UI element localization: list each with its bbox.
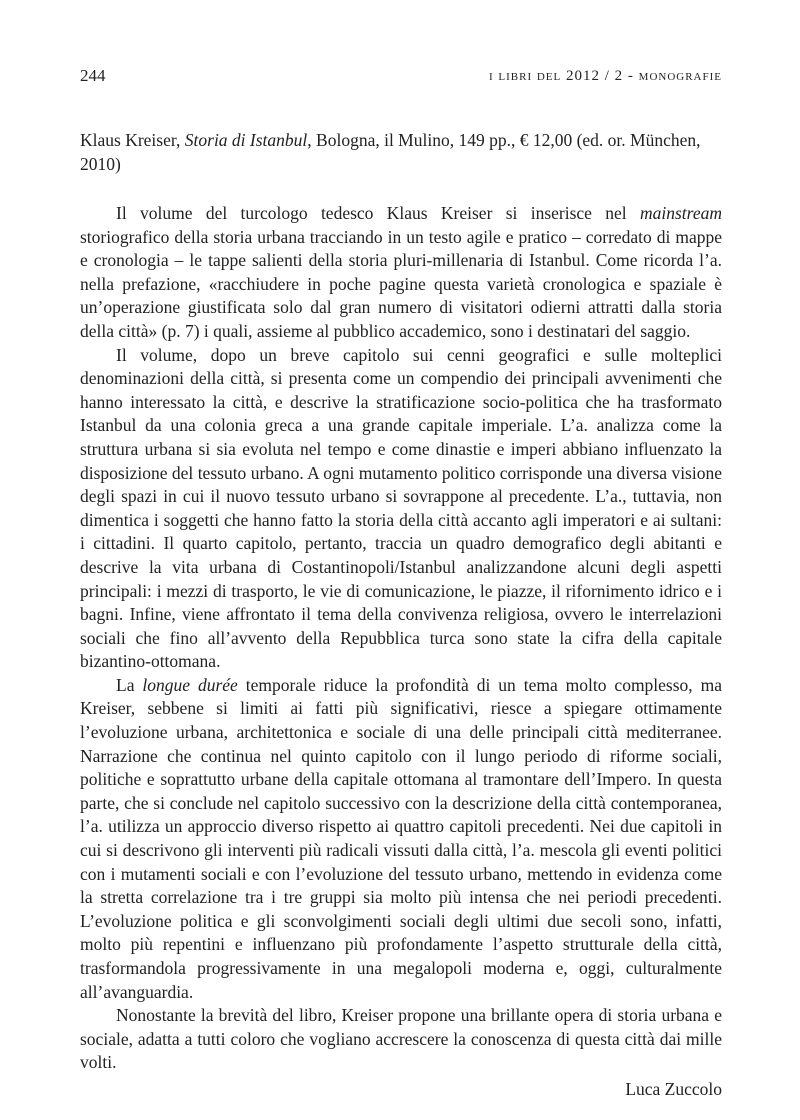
paragraph-1-text-b: storiografico della storia urbana tracciando in un testo agile e pratico – corredato di mappe e cronologia – le tappe salienti della storia pluri-millenaria di Istanbul. Come ricorda l’a. nella prefazione, «racchiudere in poche pagine questa varietà cronologica e spaziale è un’operazione giustificata solo dal gran numero di visitatori odierni attratti dalla storia della città» (p. 7) i quali, assieme al pubblico accademico, sono i destinatari del saggio. [80, 226, 722, 341]
reviewer-signature: Luca Zuccolo [625, 1078, 722, 1099]
paragraph-1 [80, 202, 722, 344]
citation-details: , Bologna, il Mulino, 149 pp., € 12,00 (ed. or. München, 2010) [80, 130, 701, 174]
paragraph-1-italic: mainstream [640, 203, 722, 223]
paragraph-4: Nonostante la brevità del libro, Kreiser propone una brillante opera di storia urbana e sociale, adatta a tutti coloro che vogliano accrescere la conoscenza di questa città dai mille volti. [80, 1005, 722, 1073]
paragraph-3-text-b: temporale riduce la profondità di un tema molto complesso, ma Kreiser, sebbene si limiti ai fatti più significativi, riesce a spiegare ottimamente l’evoluzione urbana, architettonica e sociale di una delle principali città mediterranee. Narrazione che continua nel quinto capitolo con il lungo periodo di riforme sociali, politiche e soprattutto urbane della capitale ottomana al tramontare dell’Impero. In questa parte, che si conclude nel capitolo successivo con la descrizione della città contemporanea, l’a. utilizza un approccio diverso rispetto ai quattro capitoli precedenti. Nei due capitoli in cui si descrivono gli interventi più radicali vissuti dalla città, l’a. mescola gli eventi politici con i mutamenti sociali e con l’evoluzione del tessuto urbano, mettendo in evidenza come la stretta correlazione tra i tre gruppi sia molto più intensa che nei periodi precedenti. L’evoluzione politica e gli sconvolgimenti sociali degli ultimi due secoli sono, infatti, molto più repentini e influenzano più profondamente l’aspetto strutturale della città, trasformandola progressivamente in una megalopoli moderna e, oggi, culturalmente all’avanguardia. [80, 674, 722, 1002]
review-content [80, 128, 722, 1101]
running-head: i libri del 2012 / 2 - monografie [488, 68, 722, 84]
paragraph-3-text-a: La [116, 674, 143, 695]
review-body [80, 202, 722, 1075]
book-citation [80, 128, 722, 176]
paragraph-1-text-a: Il volume del turcologo tedesco Klaus Kreiser si inserisce nel [116, 203, 640, 223]
paragraph-2: Il volume, dopo un breve capitolo sui cenni geografici e sulle molteplici denominazioni della città, si presenta come un compendio dei principali avvenimenti che hanno interessato la città, e descrive la stratificazione socio-politica che ha trasformato Istanbul da una colonia greca a una grande capitale imperiale. L’a. analizza come la struttura urbana si sia evoluta nel tempo e come dinastie e imperi abbiano influenzato la disposizione del tessuto urbano. A ogni mutamento politico corrisponde una diversa visione degli spazi in cui il nuovo tessuto urbano si sovrappone al precedente. L’a., tuttavia, non dimentica i soggetti che hanno fatto la storia della città accanto agli imperatori e ai sultani: i cittadini. Il quarto capitolo, pertanto, traccia un quadro demografico degli abitanti e descrive la vita urbana di Costantinopoli/Istanbul analizzandone alcuni degli aspetti principali: i mezzi di trasporto, le vie di comunicazione, le piazze, il rifornimento idrico e i bagni. Infine, viene affrontato il tema della convivenza religiosa, ovvero le interrelazioni sociali che fino all’avvento della Repubblica turca sono state la cifra della capitale bizantino-ottomana. [80, 344, 722, 672]
paragraph-3-italic: longue durée [142, 674, 238, 695]
page-header [80, 66, 722, 90]
page-number: 244 [80, 66, 106, 85]
citation-title: Storia di Istanbul [184, 130, 308, 150]
citation-author: Klaus Kreiser, [80, 130, 185, 150]
paragraph-3 [80, 674, 722, 1004]
